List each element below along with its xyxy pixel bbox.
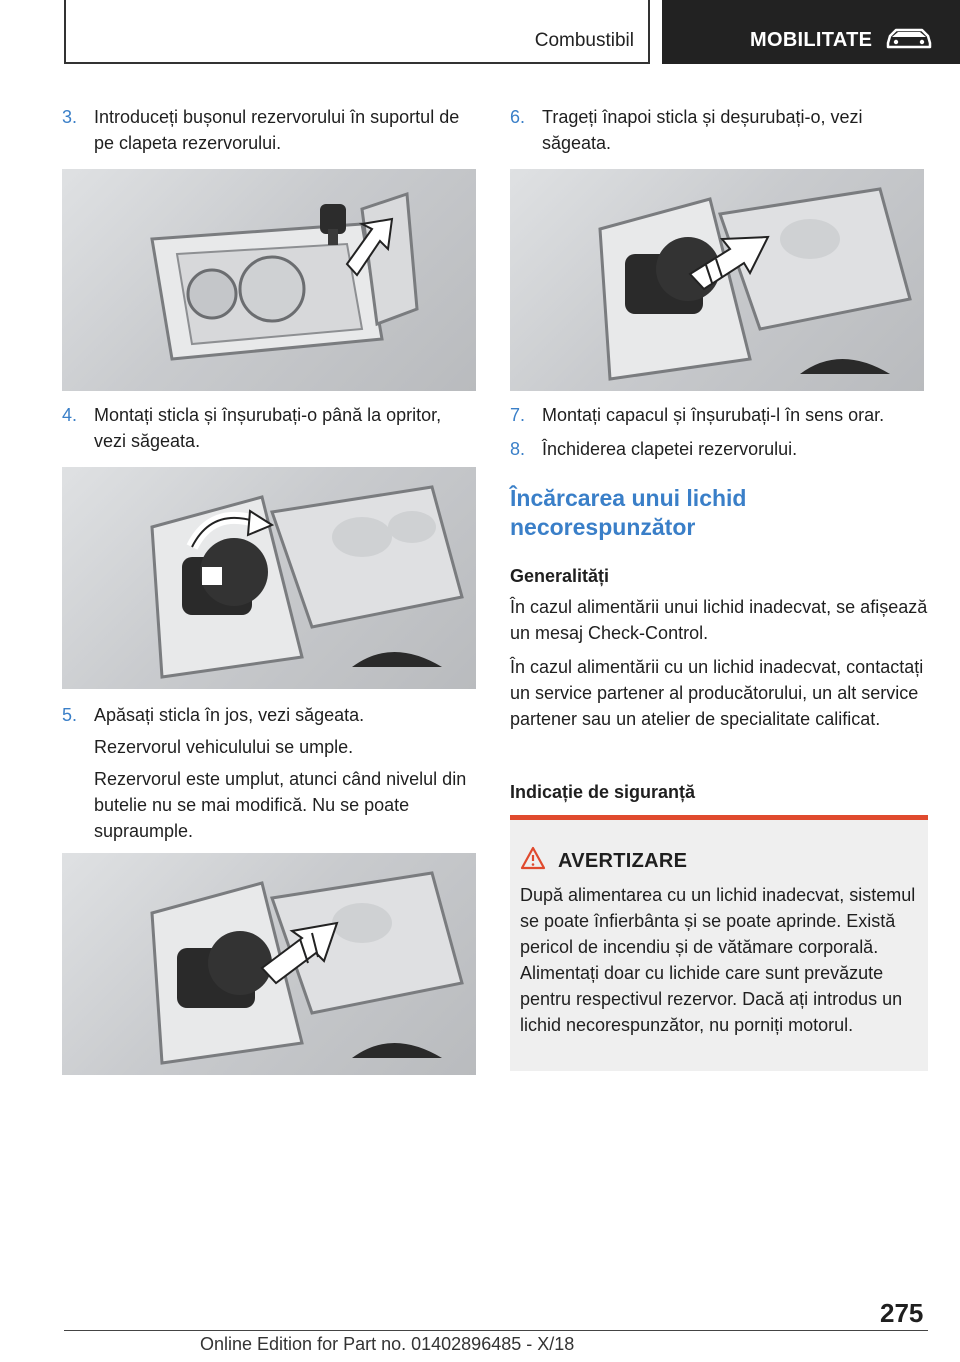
step-number: 3. <box>62 107 78 127</box>
car-icon <box>884 26 934 50</box>
footer-divider <box>64 1330 928 1331</box>
section-title: Combustibil <box>534 30 634 51</box>
fuel-flap-illustration <box>62 169 476 391</box>
general-paragraph-2: În cazul alimentării cu un lichid inadecvat, contactați un service partener al producătorului, un alt service partener sau un atelier de specialitate calificat. <box>510 657 924 729</box>
step-number: 7. <box>510 405 526 425</box>
step-8 <box>510 436 928 462</box>
step-6 <box>510 104 928 156</box>
header-section-frame <box>64 0 650 64</box>
step-paragraph: Rezervorul vehiculului se umple. <box>94 737 354 757</box>
warning-box <box>510 815 928 1071</box>
step-text: Închiderea clapetei rezervorului. <box>542 439 798 459</box>
chapter-label: MOBILITATE <box>750 29 873 51</box>
page-number: 275 <box>880 1298 924 1328</box>
figure-pull-bottle <box>510 169 924 391</box>
bottle-pull-illustration <box>510 169 924 391</box>
warning-triangle-icon <box>520 846 546 870</box>
step-text: Trageți înapoi sticla și deșurubați-o, vezi săgeata. <box>542 107 863 153</box>
general-paragraph-1: În cazul alimentării unui lichid inadecvat, se afișează un mesaj Check-Control. <box>510 597 928 643</box>
step-7 <box>510 402 928 428</box>
figure-insert-fuel-cap <box>62 169 476 391</box>
step-text: Montați capacul și înșurubați-l în sens orar. <box>542 405 885 425</box>
warning-text: După alimentarea cu un lichid inadecvat, sistemul se poate înfierbânta și se poate aprinde. Există pericol de incendiu și de vătămare corporală. Alimentați doar cu lichide care sunt prevăzute pentru respectivul rezervor. Dacă ați introdus un lichid necorespunzător, nu porniți motorul. <box>520 885 916 1035</box>
step-number: 4. <box>62 405 78 425</box>
step-text: Apăsați sticla în jos, vezi săgeata. <box>94 705 365 725</box>
step-number: 5. <box>62 705 78 725</box>
step-number: 6. <box>510 107 526 127</box>
chapter-tab <box>662 0 960 64</box>
step-3 <box>62 104 476 156</box>
figure-screw-bottle <box>62 467 476 689</box>
bottle-screw-illustration <box>62 467 476 689</box>
step-5 <box>62 702 476 844</box>
step-text: Montați sticla și înșurubați-o până la opritor, vezi săgeata. <box>94 405 442 451</box>
bottle-press-illustration <box>62 853 476 1075</box>
safety-heading: Indicație de siguranță <box>510 782 696 802</box>
step-paragraph: Rezervorul este umplut, atunci când nivelul din butelie nu se mai modifică. Nu se poate supraumple. <box>94 769 467 841</box>
step-4 <box>62 402 476 454</box>
edition-text: Online Edition for Part no. 01402896485 - X/18 <box>200 1334 575 1354</box>
figure-press-bottle <box>62 853 476 1075</box>
warning-title: AVERTIZARE <box>558 850 688 872</box>
step-text: Introduceți bușonul rezervorului în suportul de pe clapeta rezervorului. <box>94 107 460 153</box>
step-number: 8. <box>510 439 526 459</box>
section-heading: Încărcarea unui lichid necorespunzător <box>510 485 747 540</box>
general-heading: Generalități <box>510 566 610 586</box>
